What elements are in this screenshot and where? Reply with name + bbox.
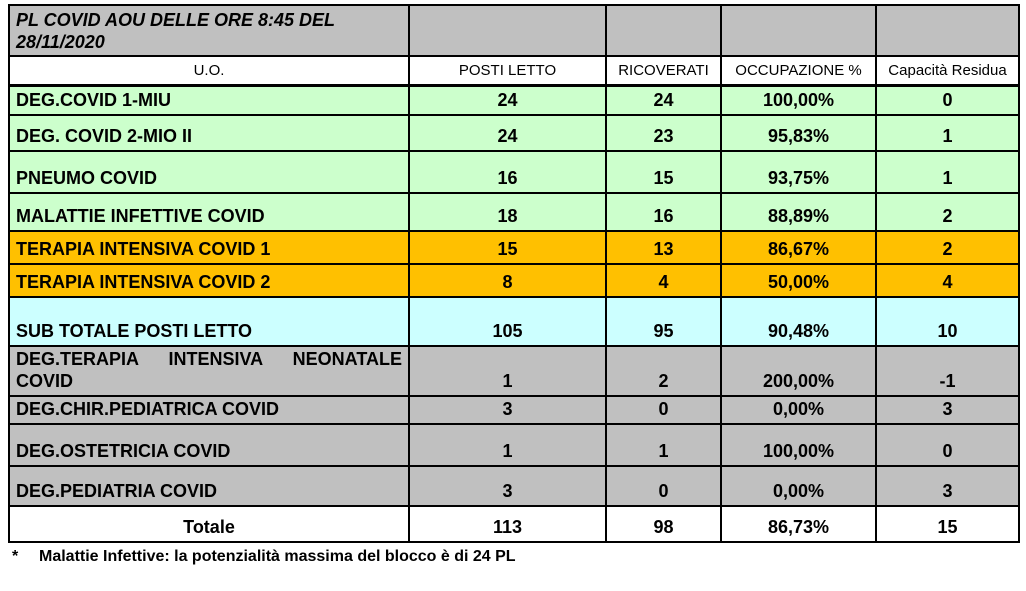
posti-letto-cell: 8 [409, 264, 606, 297]
capacita-residua-cell: 0 [876, 85, 1019, 115]
ricoverati-cell: 1 [606, 424, 721, 466]
posti-letto-cell: 18 [409, 193, 606, 231]
posti-letto-cell: 24 [409, 85, 606, 115]
posti-letto-cell: 3 [409, 396, 606, 424]
ricoverati-cell: 23 [606, 115, 721, 151]
occupazione-cell: 100,00% [721, 424, 876, 466]
footnote-text: Malattie Infettive: la potenzialità massima del blocco è di 24 PL [39, 548, 516, 565]
posti-letto-cell: 1 [409, 346, 606, 396]
report-title: PL COVID AOU DELLE ORE 8:45 DEL 28/11/2020 [9, 5, 409, 56]
table-row [9, 346, 1019, 396]
ricoverati-cell: 16 [606, 193, 721, 231]
table-row [9, 85, 1019, 115]
header-capacita-residua: Capacità Residua [876, 56, 1019, 85]
table-row [9, 115, 1019, 151]
footnote [12, 548, 516, 566]
posti-letto-cell: 15 [409, 231, 606, 264]
table-row [9, 424, 1019, 466]
total-row [9, 506, 1019, 542]
uo-cell: Totale [9, 506, 409, 542]
column-header-row [9, 56, 1019, 85]
table-row [9, 466, 1019, 506]
posti-letto-cell: 16 [409, 151, 606, 193]
posti-letto-cell: 113 [409, 506, 606, 542]
title-spacer-cell [876, 5, 1019, 56]
ricoverati-cell: 98 [606, 506, 721, 542]
occupazione-cell: 100,00% [721, 85, 876, 115]
capacita-residua-cell: 1 [876, 115, 1019, 151]
posti-letto-cell: 24 [409, 115, 606, 151]
uo-cell: DEG.CHIR.PEDIATRICA COVID [9, 396, 409, 424]
capacita-residua-cell: 2 [876, 193, 1019, 231]
occupazione-cell: 88,89% [721, 193, 876, 231]
ricoverati-cell: 0 [606, 466, 721, 506]
capacita-residua-cell: 3 [876, 396, 1019, 424]
uo-cell: DEG.COVID 1-MIU [9, 85, 409, 115]
title-spacer-cell [721, 5, 876, 56]
occupazione-cell: 90,48% [721, 297, 876, 346]
ricoverati-cell: 24 [606, 85, 721, 115]
capacita-residua-cell: 1 [876, 151, 1019, 193]
uo-cell: MALATTIE INFETTIVE COVID [9, 193, 409, 231]
occupazione-cell: 200,00% [721, 346, 876, 396]
table-row [9, 151, 1019, 193]
title-spacer-cell [606, 5, 721, 56]
occupazione-cell: 86,67% [721, 231, 876, 264]
header-uo: U.O. [9, 56, 409, 85]
capacita-residua-cell: 15 [876, 506, 1019, 542]
ricoverati-cell: 13 [606, 231, 721, 264]
occupazione-cell: 50,00% [721, 264, 876, 297]
covid-beds-table [8, 4, 1020, 543]
uo-cell: TERAPIA INTENSIVA COVID 1 [9, 231, 409, 264]
table-row [9, 193, 1019, 231]
header-occupazione: OCCUPAZIONE % [721, 56, 876, 85]
posti-letto-cell: 3 [409, 466, 606, 506]
table-row [9, 396, 1019, 424]
table-row [9, 231, 1019, 264]
occupazione-cell: 93,75% [721, 151, 876, 193]
uo-cell: DEG.OSTETRICIA COVID [9, 424, 409, 466]
capacita-residua-cell: 0 [876, 424, 1019, 466]
posti-letto-cell: 105 [409, 297, 606, 346]
subtotal-row [9, 297, 1019, 346]
occupazione-cell: 95,83% [721, 115, 876, 151]
title-spacer-cell [409, 5, 606, 56]
capacita-residua-cell: -1 [876, 346, 1019, 396]
uo-cell: DEG.PEDIATRIA COVID [9, 466, 409, 506]
header-ricoverati: RICOVERATI [606, 56, 721, 85]
occupazione-cell: 86,73% [721, 506, 876, 542]
ricoverati-cell: 0 [606, 396, 721, 424]
ricoverati-cell: 95 [606, 297, 721, 346]
capacita-residua-cell: 10 [876, 297, 1019, 346]
title-row [9, 5, 1019, 56]
ricoverati-cell: 15 [606, 151, 721, 193]
table-row [9, 264, 1019, 297]
capacita-residua-cell: 2 [876, 231, 1019, 264]
capacita-residua-cell: 3 [876, 466, 1019, 506]
occupazione-cell: 0,00% [721, 466, 876, 506]
capacita-residua-cell: 4 [876, 264, 1019, 297]
header-posti-letto: POSTI LETTO [409, 56, 606, 85]
footnote-asterisk: * [12, 548, 19, 565]
uo-cell: DEG. COVID 2-MIO II [9, 115, 409, 151]
uo-cell: TERAPIA INTENSIVA COVID 2 [9, 264, 409, 297]
posti-letto-cell: 1 [409, 424, 606, 466]
occupazione-cell: 0,00% [721, 396, 876, 424]
ricoverati-cell: 4 [606, 264, 721, 297]
uo-cell: SUB TOTALE POSTI LETTO [9, 297, 409, 346]
uo-cell: PNEUMO COVID [9, 151, 409, 193]
uo-cell: DEG.TERAPIA INTENSIVA NEONATALE COVID [9, 346, 409, 396]
ricoverati-cell: 2 [606, 346, 721, 396]
